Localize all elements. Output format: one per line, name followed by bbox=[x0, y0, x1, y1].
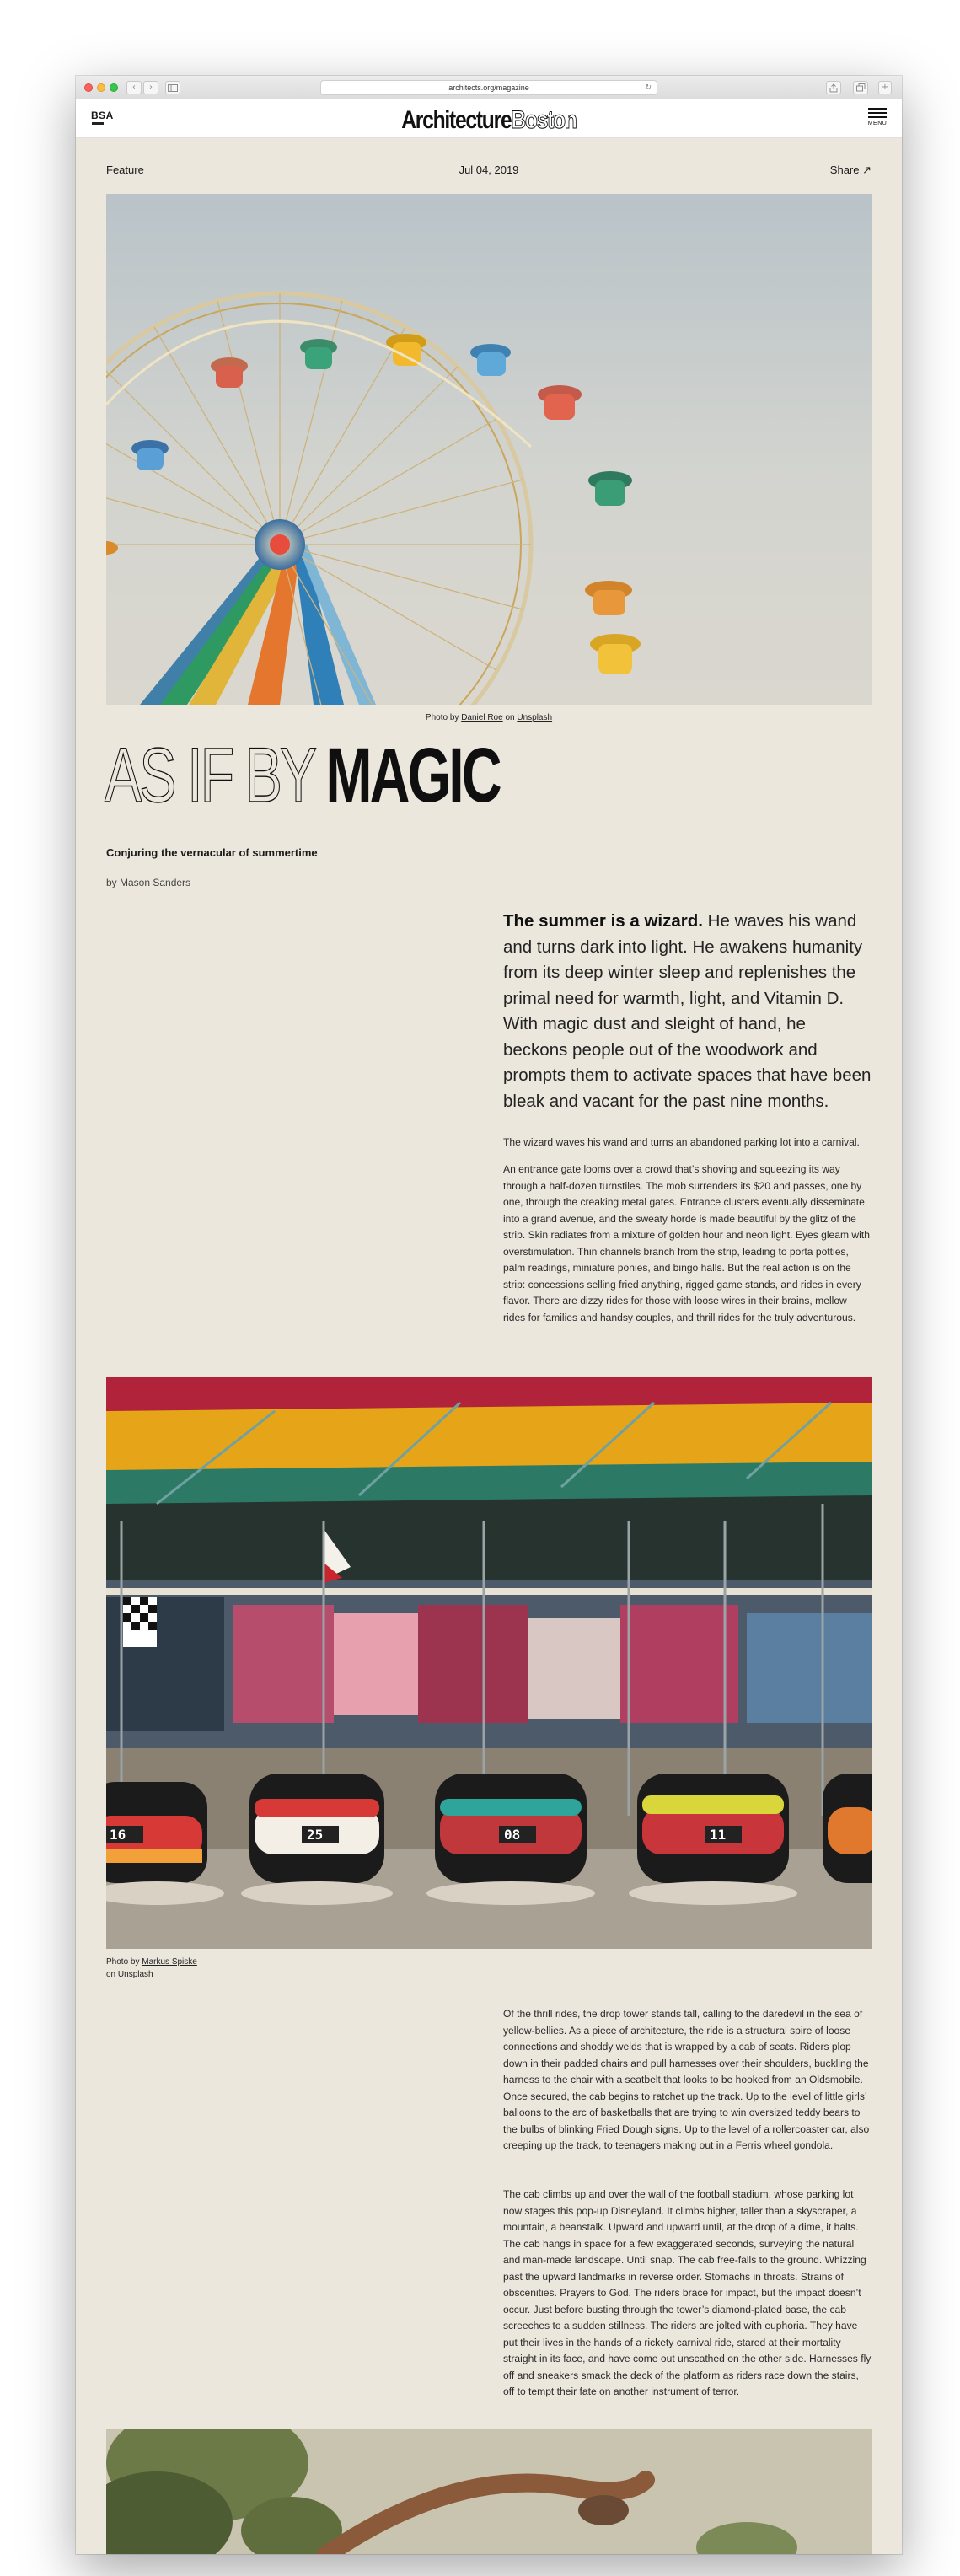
minimize-window-button[interactable] bbox=[97, 83, 105, 92]
article-paragraph-3: Of the thrill rides, the drop tower stands tall, calling to the daredevil in the sea of yellow-bellies. As a piece of architecture, the ride is a structural spire of loose connections and shoddy welds that is wrapped by a cab of seats. Riders plop down in their padded chairs and pull harnesses over their shoulders, buckling the harness to the chair with a seatbelt that looks to be hooked from an Oldsmobile. Once secured, the cab begins to ratchet up the track. Up to the level of little girls’ balloons to the arc of basketballs that are trying to win oversized teddy bears to the bulbs of blinking Fried Dough signs. Up to the level of a rollercoaster car, also creeping up the track, to teenagers making out in a Ferris wheel gondola. bbox=[503, 2008, 870, 2151]
logo-boston: Boston bbox=[511, 106, 577, 134]
chevron-left-icon[interactable]: ‹ bbox=[126, 81, 142, 94]
article-byline: by Mason Sanders bbox=[106, 877, 191, 888]
sidebar-toggle-icon[interactable] bbox=[165, 81, 180, 94]
maximize-window-button[interactable] bbox=[110, 83, 118, 92]
bumper-cars-photo bbox=[106, 1377, 872, 1949]
logo-architecture: Architecture bbox=[401, 106, 512, 134]
article-paragraph-1: The wizard waves his wand and turns an abandoned parking lot into a carnival. bbox=[503, 1136, 860, 1148]
article-subhead: Conjuring the vernacular of summertime bbox=[106, 846, 318, 859]
bsa-logo-mark bbox=[92, 122, 104, 125]
hamburger-icon-bar bbox=[868, 112, 887, 114]
publish-date: Jul 04, 2019 bbox=[459, 164, 519, 176]
share-icon[interactable] bbox=[826, 81, 841, 94]
site-header bbox=[76, 99, 902, 138]
headline-solid-text: MAGIC bbox=[325, 733, 500, 818]
category-link[interactable]: Feature bbox=[106, 164, 144, 176]
chevron-right-icon[interactable]: › bbox=[143, 81, 158, 94]
hero-photo-credit bbox=[76, 713, 902, 722]
menu-label: MENU bbox=[867, 121, 888, 126]
unsplash-link[interactable]: Unsplash bbox=[517, 713, 553, 722]
car-number-label: 11 bbox=[710, 1827, 727, 1843]
hamburger-icon-bar bbox=[868, 116, 887, 118]
credit-on: on bbox=[505, 713, 515, 722]
unsplash-link[interactable]: Unsplash bbox=[117, 1970, 153, 1979]
site-logo[interactable] bbox=[150, 106, 828, 135]
photographer-link[interactable]: Markus Spiske bbox=[142, 1957, 197, 1967]
drop-tower-photo bbox=[106, 2429, 872, 2554]
photographer-link[interactable]: Daniel Roe bbox=[461, 713, 503, 722]
reload-icon[interactable]: ↻ bbox=[645, 83, 652, 92]
car-number-label: 08 bbox=[504, 1827, 521, 1843]
tabs-icon[interactable] bbox=[853, 81, 868, 94]
address-bar[interactable] bbox=[320, 80, 657, 95]
credit-prefix: Photo by bbox=[106, 1957, 140, 1967]
hamburger-icon bbox=[868, 108, 887, 110]
article-lede bbox=[503, 909, 872, 1114]
lede-text: He waves his wand and turns dark into light. He awakens humanity from its deep winter sleep and replenishes the primal need for warmth, light, and Vitamin D. With magic dust and sleight of hand, he beckons people out of the woodwork and prompts them to activate spaces that have been bleak and vacant for the past nine months. bbox=[503, 911, 872, 1111]
menu-button[interactable] bbox=[866, 108, 888, 126]
close-window-button[interactable] bbox=[84, 83, 93, 92]
browser-window bbox=[76, 76, 902, 2554]
article-headline bbox=[105, 733, 500, 818]
article-paragraph-2: An entrance gate looms over a crowd that’s shoving and squeezing its way through a half-dozen turnstiles. The mob surrenders its $20 and passes, one by one, through the creaking metal gates. Entrance clusters eventually disseminate into a grand avenue, and the sweaty horde is made beautiful by the glitz of the strip. Skin radiates from a mixture of golden hour and neon light. Eyes gleam with overstimulation. Thin channels branch from the strip, leading to porta potties, palm readings, miniature ponies, and bingo halls. But the real action is on the strip: concessions selling fried anything, rigged game stands, and rides in every flavor. There are dizzy rides for those with loose wires in their brains, mellow rides for families and handsy couples, and thrill rides for the truly adventurous. bbox=[503, 1163, 870, 1323]
article-paragraph-4: The cab climbs up and over the wall of the football stadium, whose parking lot now stages this pop-up Disneyland. It climbs higher, taller than a skyscraper, a mountain, a beanstalk. Upward and upward until, at the drop of a dime, it halts. The cab hangs in space for a few exaggerated seconds, surveying the natural and man-made landscape. Until snap. The cab free-falls to the ground. Whizzing past the upward landmarks in reverse order. Stomachs in throats. Strains of obscenities. Prayers to God. The riders brace for impact, but the impact doesn’t occur. Just before busting through the tower’s diamond-plated base, the cab screeches to a sudden stillness. The riders are jolted with euphoria. They have put their lives in the hands of a rickety carnival ride, stared at their mortality straight in its face, and have come out unscathed on the other side. Harnesses fly off and sneakers smack the deck of the platform as riders race down the stairs, off to tempt their fate on another instrument of terror. bbox=[503, 2188, 872, 2397]
bsa-logo[interactable]: BSA bbox=[91, 110, 114, 121]
headline-outline-text: AS IF BY bbox=[105, 733, 315, 818]
browser-toolbar bbox=[76, 76, 902, 99]
share-button[interactable]: Share ↗ bbox=[829, 164, 872, 176]
hero-image-ferris-wheel bbox=[106, 194, 872, 705]
lede-bold: The summer is a wizard. bbox=[503, 911, 703, 931]
credit-on: on bbox=[106, 1970, 116, 1979]
bumper-cars-photo-credit bbox=[106, 1956, 224, 1981]
add-tab-icon[interactable]: + bbox=[878, 81, 892, 94]
url-text: architects.org/magazine bbox=[448, 83, 529, 92]
car-number-label: 25 bbox=[307, 1827, 324, 1843]
car-number-label: 16 bbox=[110, 1827, 126, 1843]
credit-prefix: Photo by bbox=[425, 713, 459, 722]
